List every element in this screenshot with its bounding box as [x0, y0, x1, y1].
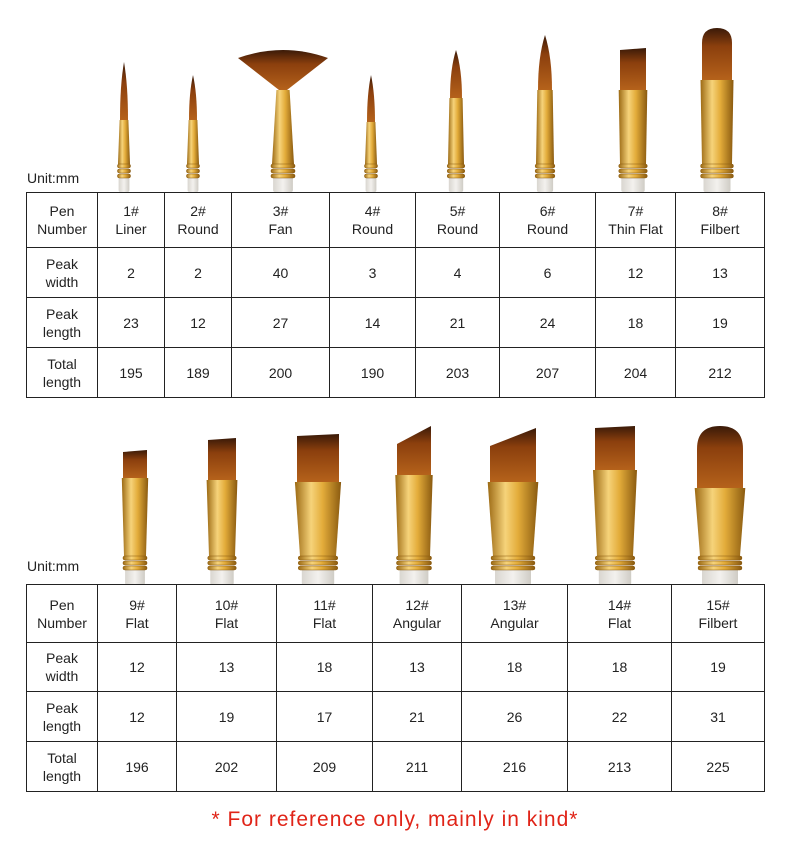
flat-brush-image	[122, 450, 148, 585]
angular-brush-image	[395, 426, 432, 585]
peak-width-cell: 13	[676, 248, 765, 298]
row-label-peak-width: Peak width	[27, 248, 98, 298]
peak-length-cell: 18	[596, 298, 676, 348]
spec-table-bottom	[26, 584, 765, 792]
liner-brush-image	[117, 62, 130, 192]
peak-length-cell: 12	[165, 298, 232, 348]
brush-row-bottom	[0, 420, 790, 585]
peak-length-cell: 22	[568, 692, 672, 742]
peak-width-cell: 13	[373, 643, 462, 692]
flat-brush-image	[207, 438, 238, 585]
peak-length-cell: 19	[676, 298, 765, 348]
total-length-cell: 207	[500, 348, 596, 398]
peak-length-cell: 24	[500, 298, 596, 348]
brush-images-top	[0, 20, 790, 192]
unit-label-bottom: Unit:mm	[27, 558, 80, 574]
peak-width-cell: 19	[672, 643, 765, 692]
row-peak-length	[27, 298, 765, 348]
peak-width-cell: 6	[500, 248, 596, 298]
total-length-cell: 195	[98, 348, 165, 398]
pen-cell: 12# Angular	[373, 585, 462, 643]
peak-width-cell: 12	[98, 643, 177, 692]
total-length-cell: 211	[373, 742, 462, 792]
total-length-cell: 216	[462, 742, 568, 792]
pen-cell: 13# Angular	[462, 585, 568, 643]
total-length-cell: 209	[277, 742, 373, 792]
filbert-brush-image	[695, 426, 746, 585]
pen-cell: 11# Flat	[277, 585, 373, 643]
pen-cell: 9# Flat	[98, 585, 177, 643]
total-length-cell: 212	[676, 348, 765, 398]
peak-width-cell: 13	[177, 643, 277, 692]
peak-width-cell: 40	[232, 248, 330, 298]
pen-cell: 1# Liner	[98, 193, 165, 248]
total-length-cell: 225	[672, 742, 765, 792]
total-length-cell: 196	[98, 742, 177, 792]
pen-cell: 6# Round	[500, 193, 596, 248]
spec-table-top	[26, 192, 765, 398]
pen-cell: 7# Thin Flat	[596, 193, 676, 248]
peak-length-cell: 17	[277, 692, 373, 742]
pen-cell: 3# Fan	[232, 193, 330, 248]
peak-length-cell: 21	[373, 692, 462, 742]
pen-cell: 5# Round	[416, 193, 500, 248]
row-label-peak-width: Peak width	[27, 643, 98, 692]
row-pen-number	[27, 585, 765, 643]
row-total-length	[27, 742, 765, 792]
total-length-cell: 213	[568, 742, 672, 792]
unit-label-top: Unit:mm	[27, 170, 80, 186]
row-label-peak-length: Peak length	[27, 692, 98, 742]
pen-cell: 14# Flat	[568, 585, 672, 643]
reference-footnote: * For reference only, mainly in kind*	[211, 808, 579, 831]
round-brush-image	[535, 35, 555, 192]
peak-width-cell: 18	[568, 643, 672, 692]
peak-width-cell: 18	[277, 643, 373, 692]
total-length-cell: 202	[177, 742, 277, 792]
round-brush-image	[186, 75, 199, 192]
row-peak-length	[27, 692, 765, 742]
row-label-pen-number: Pen Number	[27, 585, 98, 643]
total-length-cell: 203	[416, 348, 500, 398]
total-length-cell: 200	[232, 348, 330, 398]
thin-flat-brush-image	[619, 48, 648, 192]
angular-brush-image	[488, 428, 539, 585]
peak-length-cell: 27	[232, 298, 330, 348]
row-label-peak-length: Peak length	[27, 298, 98, 348]
row-total-length	[27, 348, 765, 398]
peak-length-cell: 31	[672, 692, 765, 742]
peak-length-cell: 26	[462, 692, 568, 742]
peak-length-cell: 14	[330, 298, 416, 348]
brush-row-top	[0, 20, 790, 192]
row-peak-width	[27, 643, 765, 692]
peak-width-cell: 18	[462, 643, 568, 692]
flat-brush-image	[295, 434, 341, 585]
fan-brush-image	[238, 50, 328, 192]
peak-width-cell: 12	[596, 248, 676, 298]
pen-cell: 2# Round	[165, 193, 232, 248]
round-brush-image	[447, 50, 465, 192]
pen-cell: 8# Filbert	[676, 193, 765, 248]
pen-cell: 15# Filbert	[672, 585, 765, 643]
pen-cell: 4# Round	[330, 193, 416, 248]
total-length-cell: 189	[165, 348, 232, 398]
pen-cell: 10# Flat	[177, 585, 277, 643]
peak-length-cell: 12	[98, 692, 177, 742]
peak-length-cell: 23	[98, 298, 165, 348]
peak-width-cell: 4	[416, 248, 500, 298]
peak-width-cell: 2	[98, 248, 165, 298]
row-pen-number	[27, 193, 765, 248]
row-label-pen-number: Pen Number	[27, 193, 98, 248]
row-label-total-length: Total length	[27, 742, 98, 792]
round-brush-image	[364, 75, 377, 192]
peak-length-cell: 19	[177, 692, 277, 742]
row-label-total-length: Total length	[27, 348, 98, 398]
filbert-brush-image	[701, 28, 734, 192]
row-peak-width	[27, 248, 765, 298]
flat-brush-image	[593, 426, 637, 585]
brush-images-bottom	[0, 420, 790, 585]
total-length-cell: 204	[596, 348, 676, 398]
total-length-cell: 190	[330, 348, 416, 398]
peak-length-cell: 21	[416, 298, 500, 348]
peak-width-cell: 2	[165, 248, 232, 298]
peak-width-cell: 3	[330, 248, 416, 298]
